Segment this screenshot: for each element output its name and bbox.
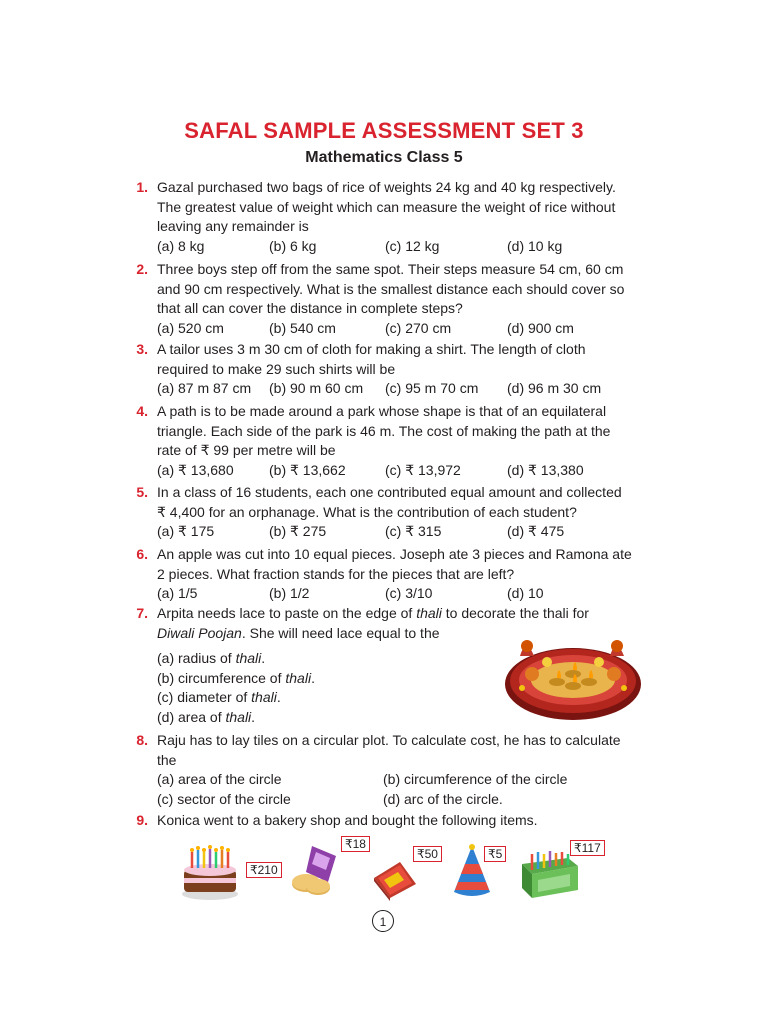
- question-6: [130, 545, 654, 604]
- question-9: [130, 811, 654, 831]
- question-number: 9.: [136, 812, 148, 828]
- page-number: 1: [372, 910, 394, 932]
- question-line: 2 pieces. What fraction stands for the pieces that are left?: [157, 565, 515, 582]
- option-b: (b) 540 cm: [269, 319, 336, 336]
- question-4: [130, 402, 654, 480]
- question-line: rate of ₹ 99 per metre will be: [157, 442, 336, 459]
- question-text: [157, 483, 654, 522]
- question-5: [130, 483, 654, 542]
- options-row: [157, 237, 654, 257]
- price-tag-biscuits: ₹18: [341, 836, 370, 852]
- option-d: (d) ₹ 13,380: [507, 461, 584, 478]
- option-a: (a) 8 kg: [157, 237, 205, 254]
- thali-image: [502, 626, 644, 722]
- option-c: (c) 95 m 70 cm: [385, 380, 479, 397]
- question-line: A tailor uses 3 m 30 cm of cloth for making a shirt. The length of cloth: [157, 341, 586, 357]
- question-line: In a class of 16 students, each one contributed equal amount and collected: [157, 484, 622, 500]
- question-line: The greatest value of weight which can measure the weight of rice without: [157, 198, 616, 215]
- option-b: (b) ₹ 275: [269, 523, 327, 540]
- option-d: (d) ₹ 475: [507, 523, 565, 540]
- options-grid: [157, 770, 654, 809]
- question-number: 8.: [136, 732, 148, 748]
- options-row: [157, 319, 654, 339]
- question-line: Raju has to lay tiles on a circular plot. To calculate cost, he has to calculate: [157, 732, 621, 748]
- option-a: (a) 520 cm: [157, 319, 224, 336]
- option-c: (c) diameter of thali.: [157, 689, 281, 706]
- question-line: A path is to be made around a park whose shape is that of an equilateral: [157, 403, 607, 419]
- question-number: 5.: [136, 484, 148, 500]
- price-tag-hat: ₹5: [484, 846, 506, 862]
- option-d: (d) 10: [507, 585, 544, 602]
- biscuit-packet-icon: [284, 842, 346, 898]
- option-d: (d) area of thali.: [157, 708, 256, 725]
- option-c: (c) ₹ 13,972: [385, 461, 461, 478]
- cake-icon: [180, 842, 242, 902]
- option-a: (a) ₹ 175: [157, 523, 215, 540]
- question-line: and 90 cm respectively. What is the smallest distance each should cover so: [157, 280, 625, 297]
- question-line: that all can cover the distance in complete steps?: [157, 300, 463, 317]
- option-c: (c) 270 cm: [385, 319, 452, 336]
- options-row: [157, 379, 654, 399]
- book-icon: [370, 856, 420, 902]
- question-line: ₹ 4,400 for an orphanage. What is the contribution of each student?: [157, 503, 577, 520]
- question-number: 1.: [136, 179, 148, 195]
- question-2: [130, 260, 654, 338]
- option-c: (c) ₹ 315: [385, 523, 442, 540]
- question-line: Three boys step off from the same spot. Their steps measure 54 cm, 60 cm: [157, 261, 624, 277]
- question-text: [157, 402, 654, 461]
- question-text: [157, 545, 654, 584]
- price-tag-book: ₹50: [413, 846, 442, 862]
- option-b: (b) 6 kg: [269, 237, 317, 254]
- options-row: [157, 522, 654, 542]
- question-number: 2.: [136, 261, 148, 277]
- option-b: (b) ₹ 13,662: [269, 461, 346, 478]
- question-number: 6.: [136, 546, 148, 562]
- question-text: [157, 260, 654, 319]
- page-title: SAFAL SAMPLE ASSESSMENT SET 3: [184, 118, 584, 143]
- option-a: (a) area of the circle: [157, 771, 282, 788]
- question-number: 7.: [136, 605, 148, 621]
- option-a: (a) 87 m 87 cm: [157, 380, 252, 397]
- question-line: An apple was cut into 10 equal pieces. Joseph ate 3 pieces and Ramona ate: [157, 546, 632, 562]
- option-d: (d) 96 m 30 cm: [507, 380, 602, 397]
- question-text: [157, 178, 654, 237]
- option-b: (b) circumference of thali.: [157, 669, 315, 686]
- option-d: (d) arc of the circle.: [383, 790, 503, 807]
- question-line: Arpita needs lace to paste on the edge of thali to decorate the thali for: [157, 605, 589, 621]
- question-number: 3.: [136, 341, 148, 357]
- question-line: triangle. Each side of the park is 46 m. The cost of making the path at the: [157, 422, 611, 439]
- option-a: (a) 1/5: [157, 585, 198, 602]
- option-d: (d) 900 cm: [507, 319, 574, 336]
- option-c: (c) sector of the circle: [157, 790, 291, 807]
- option-a: (a) radius of thali.: [157, 650, 266, 667]
- question-number: 4.: [136, 403, 148, 419]
- question-8: [130, 731, 654, 809]
- question-text: [157, 340, 654, 379]
- question-3: [130, 340, 654, 399]
- question-text: Konica went to a bakery shop and bought the following items.: [157, 812, 538, 828]
- question-line: required to make 29 such shirts will be: [157, 360, 396, 377]
- page-subtitle: Mathematics Class 5: [305, 149, 463, 166]
- options-row: [157, 461, 654, 481]
- question-line: leaving any remainder is: [157, 218, 309, 235]
- option-b: (b) 1/2: [269, 585, 310, 602]
- price-tag-cake: ₹210: [246, 862, 282, 878]
- question-line: Diwali Poojan. She will need lace equal to the: [157, 624, 440, 641]
- price-tag-candles: ₹117: [570, 840, 605, 856]
- option-d: (d) 10 kg: [507, 237, 563, 254]
- question-line: the: [157, 751, 177, 768]
- option-b: (b) 90 m 60 cm: [269, 380, 364, 397]
- question-1: [130, 178, 654, 256]
- option-c: (c) 12 kg: [385, 237, 440, 254]
- options-row: [157, 584, 654, 604]
- option-a: (a) ₹ 13,680: [157, 461, 234, 478]
- question-text: [157, 731, 654, 770]
- option-b: (b) circumference of the circle: [383, 771, 568, 788]
- option-c: (c) 3/10: [385, 585, 433, 602]
- question-line: Gazal purchased two bags of rice of weights 24 kg and 40 kg respectively.: [157, 179, 616, 195]
